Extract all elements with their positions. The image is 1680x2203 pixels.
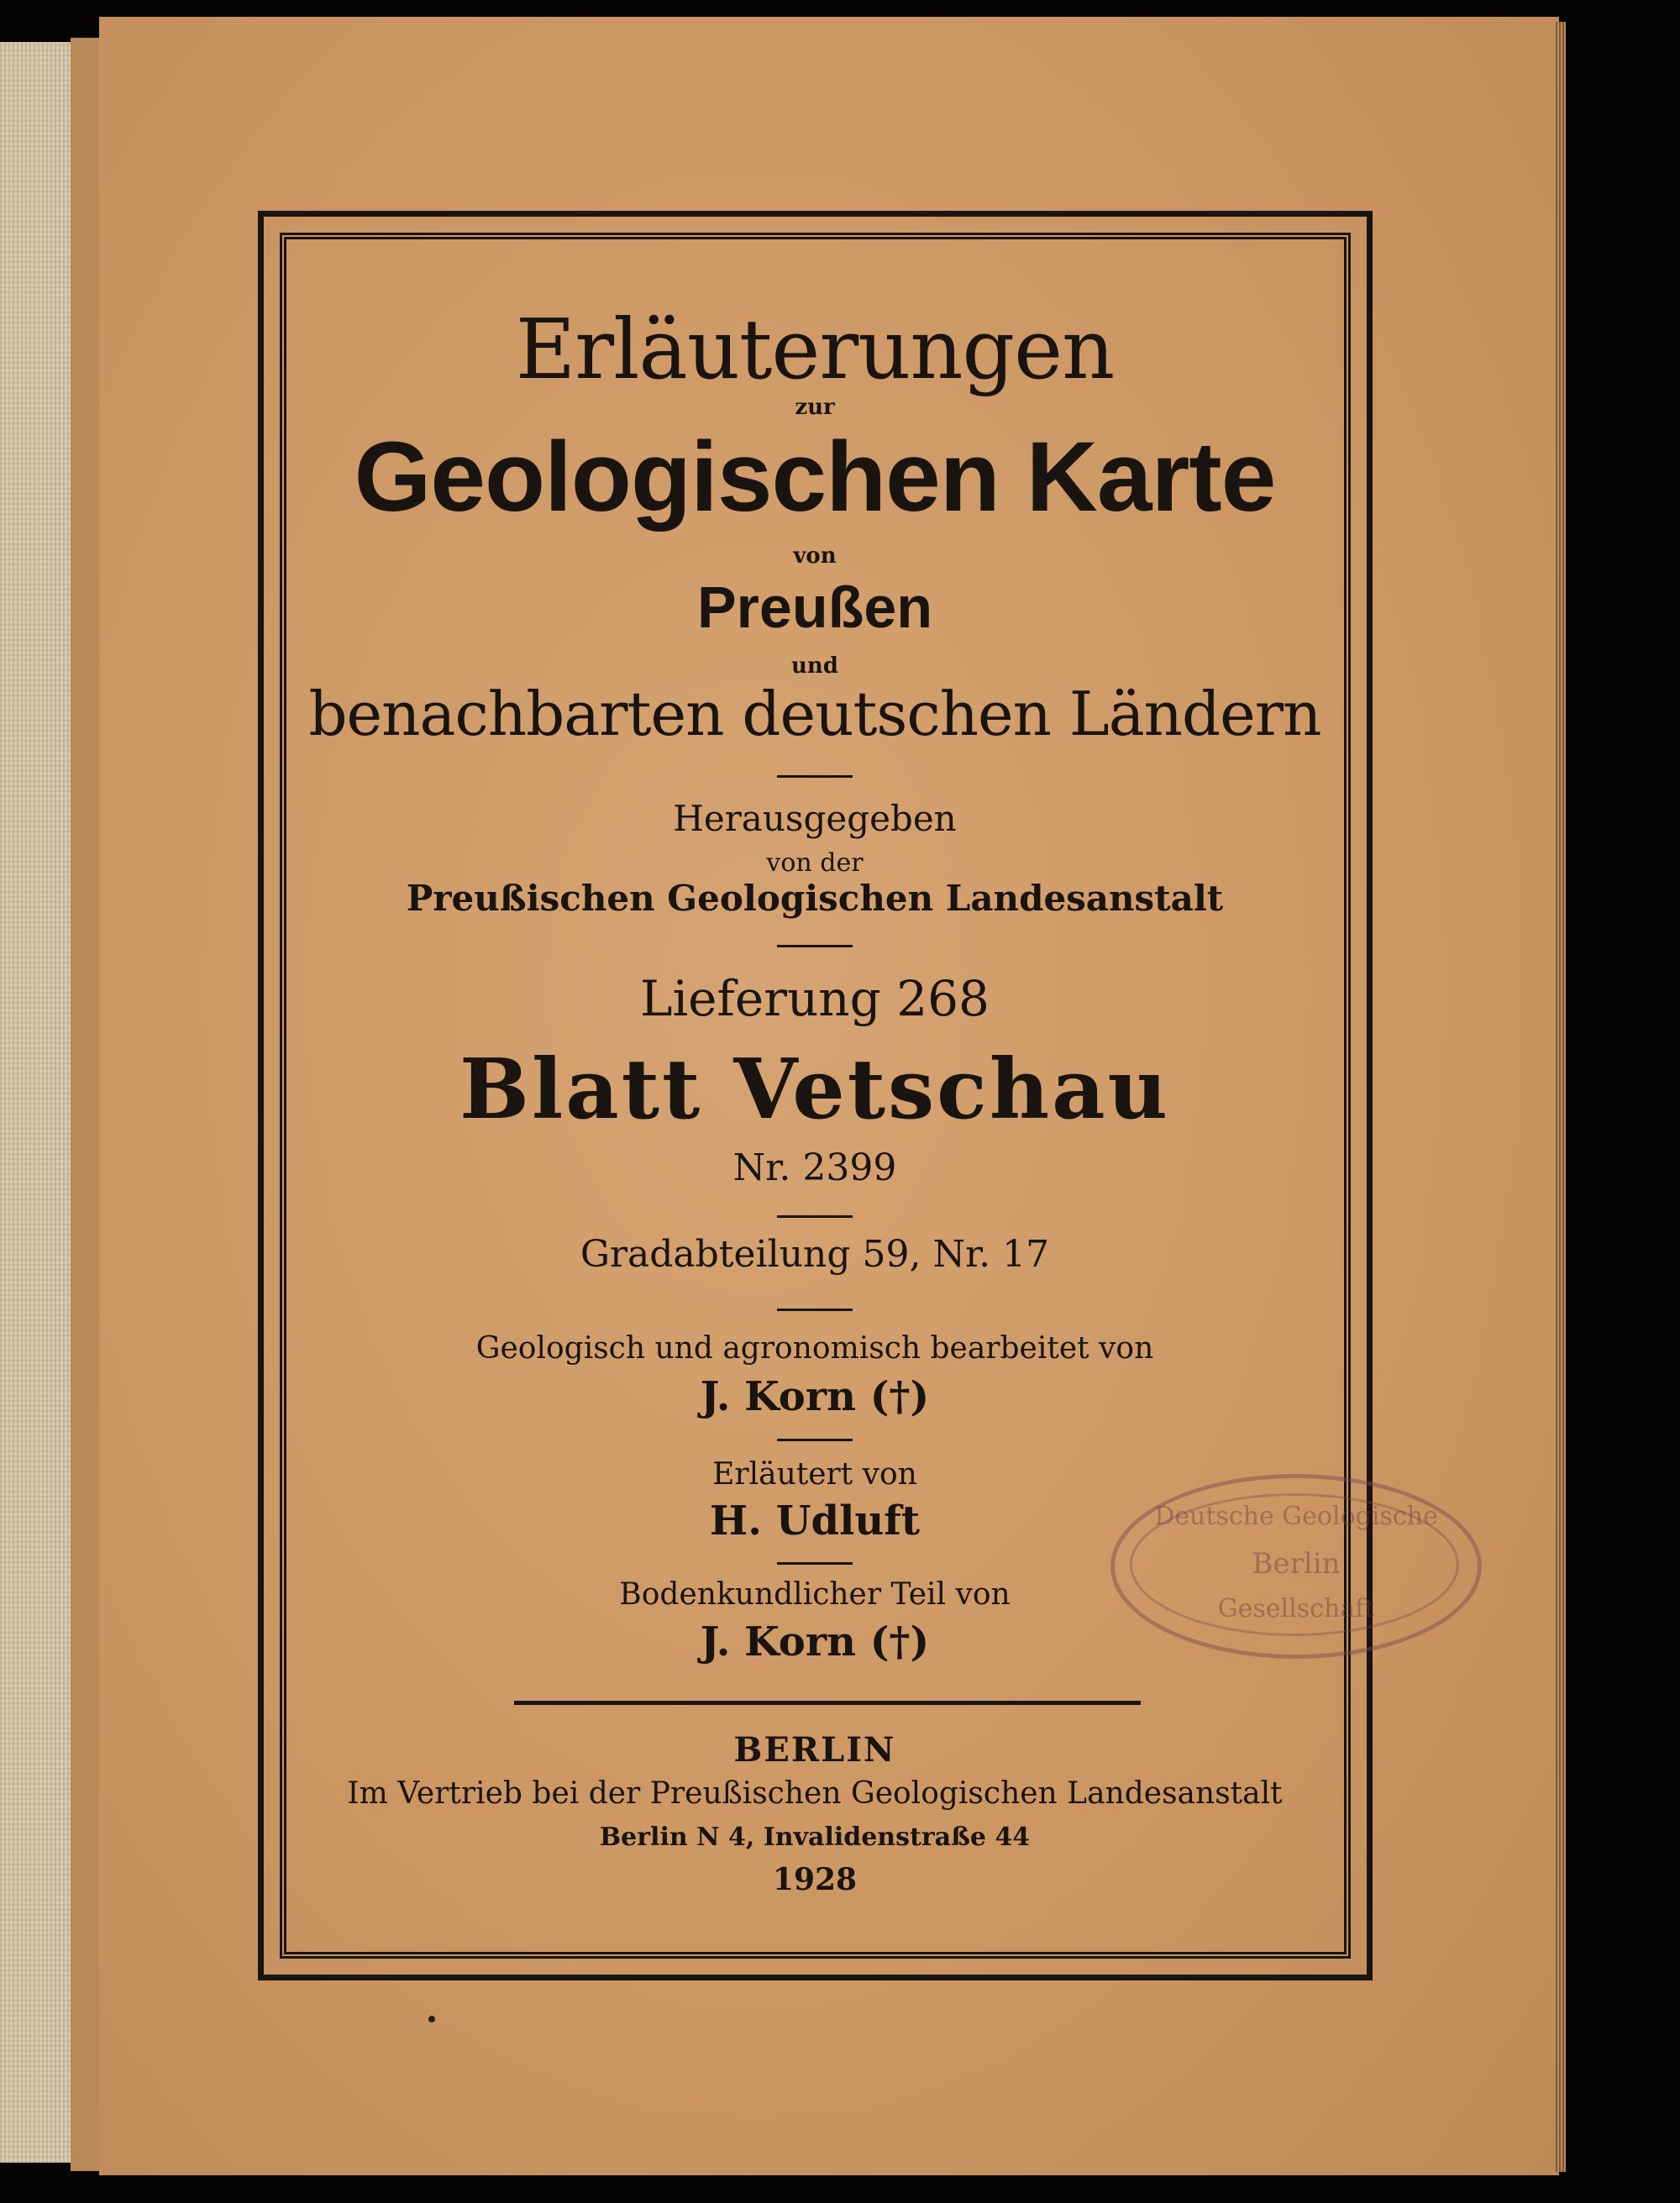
paper-speck — [428, 2016, 435, 2022]
blatt-name: Blatt Vetschau — [459, 1041, 1170, 1138]
imprint-address: Berlin N 4, Invalidenstraße 44 — [599, 1823, 1031, 1852]
publisher-name: Preußischen Geologischen Landesanstalt — [406, 878, 1224, 919]
divider-rule — [777, 775, 853, 778]
title-geologischen-karte: Geologischen Karte — [354, 422, 1276, 532]
library-stamp — [1110, 1474, 1482, 1659]
imprint-year: 1928 — [772, 1862, 858, 1897]
book-spine-cloth — [0, 42, 71, 2163]
title-preussen: Preußen — [696, 574, 933, 640]
gradabteilung: Gradabteilung 59, Nr. 17 — [580, 1233, 1050, 1276]
divider-rule — [777, 1309, 853, 1311]
divider-rule — [777, 1215, 853, 1218]
imprint-vertrieb: Im Vertrieb bei der Preußischen Geologischen Landesanstalt — [347, 1776, 1283, 1811]
title-und: und — [791, 653, 838, 679]
boden-author: J. Korn (†) — [700, 1618, 930, 1665]
publisher-intro: Herausgegeben — [673, 798, 957, 839]
page-edges — [1556, 22, 1566, 2172]
divider-rule — [777, 1439, 853, 1441]
imprint-rule — [514, 1701, 1141, 1705]
publisher-von-der: von der — [766, 848, 864, 878]
imprint-city: BERLIN — [733, 1730, 896, 1770]
divider-rule — [777, 945, 853, 947]
title-page-content — [302, 286, 1327, 1923]
erlaeutert-von: Erläutert von — [712, 1457, 917, 1492]
stamp-line-3: Gesellschaft — [1217, 1594, 1375, 1623]
geologisch-author: J. Korn (†) — [700, 1373, 930, 1420]
title-von: von — [793, 543, 837, 569]
geologisch-bearbeitet: Geologisch und agronomisch bearbeitet von — [475, 1331, 1154, 1366]
title-erlaeuterungen: Erläuterungen — [515, 302, 1115, 398]
stamp-line-1: Deutsche Geologische — [1154, 1502, 1438, 1531]
lieferung-number: Lieferung 268 — [640, 970, 990, 1027]
divider-rule — [777, 1562, 853, 1565]
title-zur: zur — [795, 395, 835, 420]
title-benachbarten-laendern: benachbarten deutschen Ländern — [308, 679, 1321, 749]
blatt-nr: Nr. 2399 — [732, 1146, 897, 1189]
erlaeutert-author: H. Udluft — [709, 1498, 921, 1545]
bodenkundlicher-teil: Bodenkundlicher Teil von — [619, 1577, 1011, 1612]
stamp-line-2: Berlin — [1252, 1547, 1341, 1581]
